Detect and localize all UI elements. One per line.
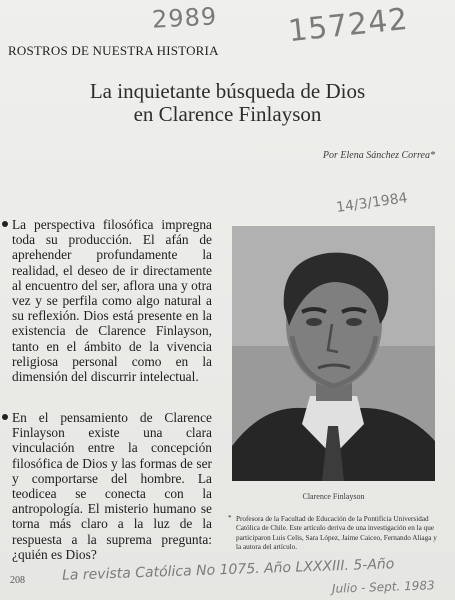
paragraph-2 <box>12 410 212 562</box>
paragraph-1-text: La perspectiva filosófica impregna toda su producción. El afán de aprehender profundamente la realidad, el deseo de ir directamente al encuentro del ser, aflora una y otra vez y se perfila como algo natural a su reflexión. Dios está presente en la existencia de Clarence Finlayson, tanto en el ámbito de la vivencia religiosa personal como en la dimensión del discurrir intelectual. <box>12 217 212 385</box>
portrait-illustration <box>232 226 435 481</box>
handwritten-catalog-number: 157242 <box>286 1 411 50</box>
bullet-icon <box>2 221 8 227</box>
section-title: ROSTROS DE NUESTRA HISTORIA <box>8 43 219 58</box>
photo-caption: Clarence Finlayson <box>302 492 365 501</box>
handwritten-source-date: Julio - Sept. 1983 <box>331 578 435 596</box>
handwritten-reference-number: 2989 <box>151 2 218 34</box>
bullet-icon <box>2 414 8 420</box>
paragraph-1 <box>12 217 212 384</box>
article-title-line-2: en Clarence Finlayson <box>133 102 322 126</box>
page-number: 208 <box>10 575 25 586</box>
footnote <box>228 514 441 553</box>
paragraph-2-text: En el pensamiento de Clarence Finlayson existe una clara vinculación entre la concepción filosófica de Dios y las formas de ser y comportarse del hombre. La teodicea se conecta con la antropología. El misterio humano se torna más claro a la luz de la respuesta a la suprema pregunta: ¿quién es Dios? <box>12 410 212 562</box>
footnote-mark: * <box>228 514 232 522</box>
footnote-text: Profesora de la Facultad de Educación de la Pontificia Universidad Católica de Chile. Este artículo deriva de una investigación en la que participaron Luis Celis, Sara López, Jaime Caiceo, Fernando Aliaga y la autora del artículo. <box>236 515 437 552</box>
portrait-photo <box>232 226 435 481</box>
handwritten-source-note: La revista Católica No 1075. Año LXXXIII. 5-Año <box>61 556 395 584</box>
handwritten-date: 14/3/1984 <box>335 190 409 216</box>
article-title-line-1: La inquietante búsqueda de Dios <box>89 79 366 103</box>
author-byline: Por Elena Sánchez Correa* <box>322 150 435 161</box>
